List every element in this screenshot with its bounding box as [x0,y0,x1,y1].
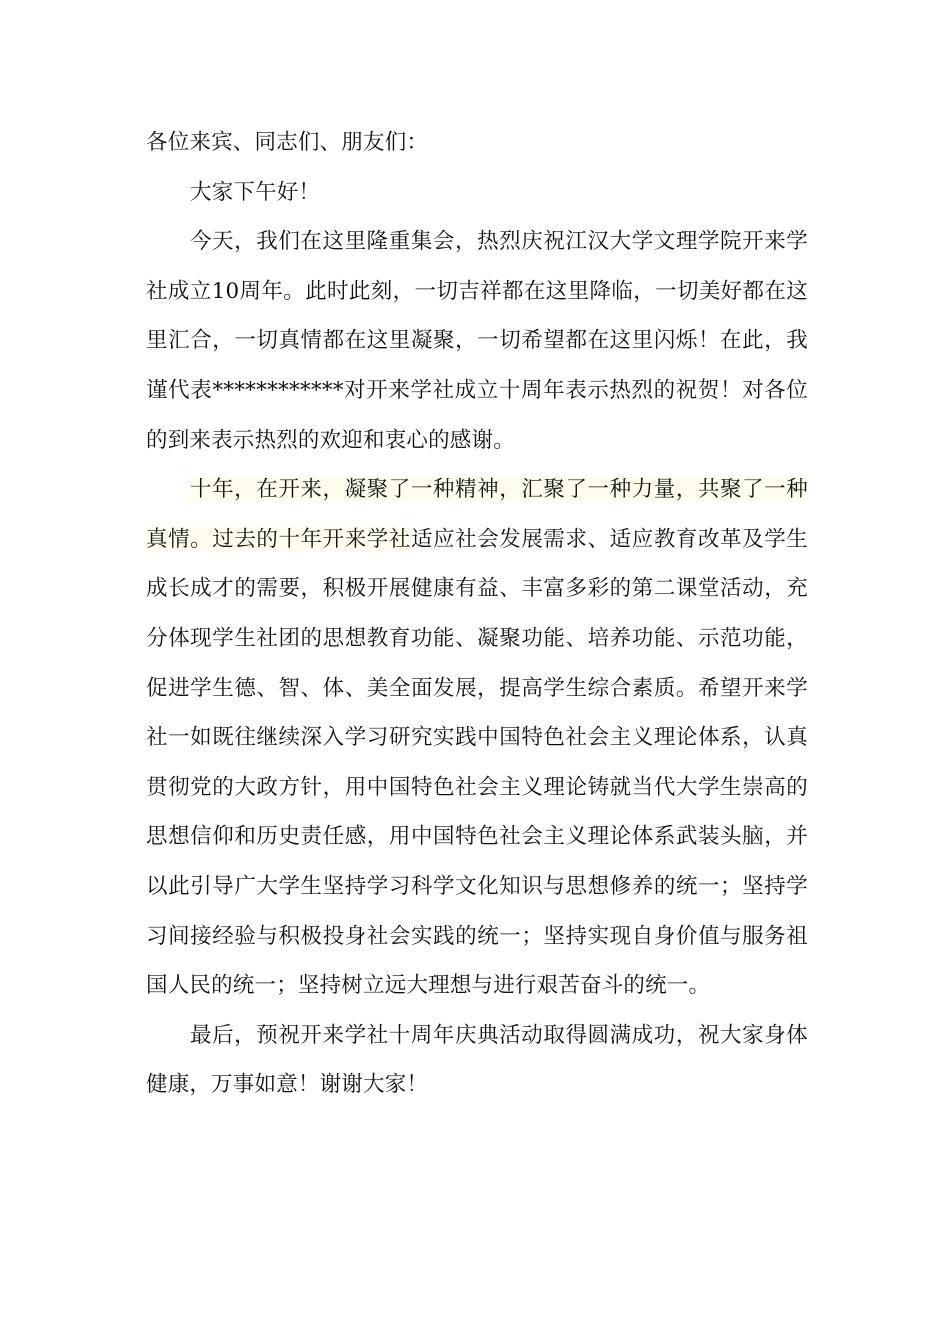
main-paragraph [146,465,808,1011]
speech-body [146,118,808,1110]
highlighted-text: 十年，在开来，凝聚了一种精神，汇聚了一种力量，共聚了一种真情。过去的十年开来学社 [146,477,808,552]
closing-paragraph: 最后，预祝开来学社十周年庆典活动取得圆满成功，祝大家身体健康，万事如意！谢谢大家！ [146,1022,808,1098]
opening-paragraph: 今天，我们在这里隆重集会，热烈庆祝江汉大学文理学院开来学社成立10周年。此时此刻，一切吉祥都在这里降临，一切美好都在这里汇合，一切真情都在这里凝聚，一切希望都在这里闪烁！在此，我谨代表************对开来学社成立十周年表示热烈的祝贺！对各位的到来表示热烈的欢迎和衷心的感谢。 [146,229,808,453]
main-paragraph-text: 适应社会发展需求、适应教育改革及学生成长成才的需要，积极开展健康有益、丰富多彩的第二课堂活动，充分体现学生社团的思想教育功能、凝聚功能、培养功能、示范功能，促进学生德、智、体、美全面发展，提高学生综合素质。希望开来学社一如既往继续深入学习研究实践中国特色社会主义理论体系，认真贯彻党的大政方针，用中国特色社会主义理论铸就当代大学生崇高的思想信仰和历史责任感，用中国特色社会主义理论体系武装头脑，并以此引导广大学生坚持学习科学文化知识与思想修养的统一；坚持学习间接经验与积极投身社会实践的统一；坚持实现自身价值与服务祖国人民的统一；坚持树立远大理想与进行艰苦奋斗的统一。 [146,526,808,999]
salutation: 各位来宾、同志们、朋友们： [146,130,429,155]
greeting: 大家下午好！ [190,179,321,205]
